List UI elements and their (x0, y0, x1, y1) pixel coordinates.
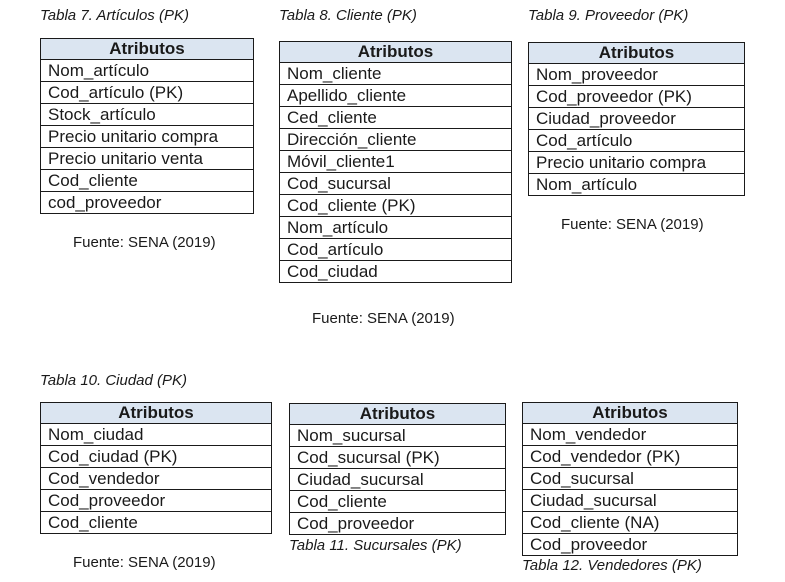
table-cell: Nom_cliente (280, 63, 512, 85)
table-cell: Cod_sucursal (PK) (290, 447, 506, 469)
table-9-source: Fuente: SENA (2019) (561, 216, 704, 233)
table-cell: Cod_proveedor (PK) (529, 86, 745, 108)
table-10-source: Fuente: SENA (2019) (73, 554, 216, 571)
table-cell: Dirección_cliente (280, 129, 512, 151)
table-cell: Ced_cliente (280, 107, 512, 129)
table-cell: Nom_vendedor (523, 424, 738, 446)
table-11-sucursales (289, 403, 506, 535)
table-header: Atributos (280, 42, 512, 63)
table-12-vendedores (522, 402, 738, 556)
table-cell: Cod_vendedor (PK) (523, 446, 738, 468)
table-cell: Apellido_cliente (280, 85, 512, 107)
table-cell: Cod_artículo (529, 130, 745, 152)
table-cell: Nom_artículo (280, 217, 512, 239)
table-cell: Cod_cliente (290, 491, 506, 513)
table-cell: Precio unitario compra (41, 126, 254, 148)
table-9-proveedor (528, 42, 745, 196)
table-cell: Cod_cliente (NA) (523, 512, 738, 534)
table-cell: Nom_artículo (41, 60, 254, 82)
table-cell: Cod_proveedor (523, 534, 738, 556)
table-cell: Cod_cliente (PK) (280, 195, 512, 217)
table-8-cliente (279, 41, 512, 283)
table-10-caption: Tabla 10. Ciudad (PK) (40, 372, 188, 389)
table-cell: Nom_proveedor (529, 64, 745, 86)
table-cell: Cod_ciudad (280, 261, 512, 283)
table-cell: Cod_sucursal (280, 173, 512, 195)
table-8-caption: Tabla 8. Cliente (PK) (279, 7, 417, 24)
table-header: Atributos (523, 403, 738, 424)
table-cell: Móvil_cliente1 (280, 151, 512, 173)
table-cell: Precio unitario compra (529, 152, 745, 174)
table-7-source: Fuente: SENA (2019) (73, 234, 216, 251)
table-cell: Nom_sucursal (290, 425, 506, 447)
table-cell: Cod_cliente (41, 512, 272, 534)
table-cell: Nom_ciudad (41, 424, 272, 446)
table-cell: Cod_proveedor (41, 490, 272, 512)
table-cell: Cod_proveedor (290, 513, 506, 535)
table-cell: Ciudad_sucursal (523, 490, 738, 512)
table-8-source: Fuente: SENA (2019) (312, 310, 455, 327)
table-cell: Cod_vendedor (41, 468, 272, 490)
table-9-caption: Tabla 9. Proveedor (PK) (528, 7, 689, 24)
table-12-caption: Tabla 12. Vendedores (PK) (522, 557, 702, 574)
table-cell: Nom_artículo (529, 174, 745, 196)
table-header: Atributos (41, 39, 254, 60)
table-cell: Ciudad_proveedor (529, 108, 745, 130)
table-cell: Ciudad_sucursal (290, 469, 506, 491)
table-cell: Cod_cliente (41, 170, 254, 192)
table-10-ciudad (40, 402, 272, 534)
table-cell: Cod_artículo (PK) (41, 82, 254, 104)
table-7-caption: Tabla 7. Artículos (PK) (40, 7, 189, 24)
table-header: Atributos (290, 404, 506, 425)
table-cell: Precio unitario venta (41, 148, 254, 170)
table-11-caption: Tabla 11. Sucursales (PK) (289, 537, 462, 554)
table-7-articulos (40, 38, 254, 214)
table-header: Atributos (529, 43, 745, 64)
table-cell: Cod_artículo (280, 239, 512, 261)
table-cell: Cod_sucursal (523, 468, 738, 490)
table-header: Atributos (41, 403, 272, 424)
table-cell: cod_proveedor (41, 192, 254, 214)
table-cell: Cod_ciudad (PK) (41, 446, 272, 468)
table-cell: Stock_artículo (41, 104, 254, 126)
